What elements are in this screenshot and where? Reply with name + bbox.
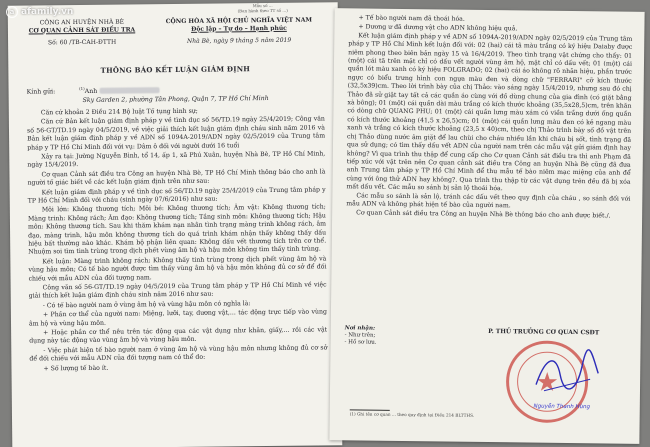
site-watermark	[6, 6, 73, 18]
recipient-item: - Hồ sơ lưu.	[344, 339, 377, 346]
paragraph: + Hoặc phần cơ thể nêu trên tác động qua các vật dụng như khăn, giấy,... rồi các vật dụng này tác động vào vùng âm hộ và vùng hậu môn.	[29, 326, 328, 345]
paragraph: Cơ quan Cảnh sát điều tra Công an huyện Nhà Bè, TP Hồ Chí Minh thông báo cho anh là người tố giác biết về các kết luận giám định trên như sau:	[27, 168, 326, 187]
paragraph: + Tế bào người nam đã thoái hóa.	[358, 14, 465, 23]
document-date: Nhà Bè, ngày 9 tháng 5 năm 2019	[186, 36, 292, 45]
national-heading	[150, 16, 328, 45]
signer-name: Nguyễn Thanh Hùng	[533, 403, 591, 411]
document-page-1	[8, 2, 343, 447]
footnote	[350, 406, 500, 418]
redacted-name	[99, 87, 159, 94]
paragraph: Kết luận giám định pháp y về ADN số 1094A-2019/ADN ngày 02/5/2019 của Trung tâm pháp y TP Hồ Chí Minh kết luận đối với: 02 (hai) cái tã màu trắng có ký hiệu Daiaby được niêm phong theo biên bản ngày 15 và 16/4/2019. Theo tình trạng vật chứng cho thấy: 01 (một) cái tã trên mặt chỉ có dấu vết người vùng âm hộ, mặt chỉ có dấu vết; 01 (một) cái quần lót màu xanh có ký hiệu FOLGRADO; 02 (hai) cái áo không rõ nhãn hiệu, phần trước ngực có biểu trưng hình con ngựa màu đen và dòng chữ "FERRARI" cỡ kích thước (32,5x39)cm. Theo lời trình bày của chị Thảo: vào sáng ngày 15/4/2019, nhưng sau đó chị Thảo đã sử giặt tay tất cả các quần áo cùng với đồ dùng chung của gia đình (có giặt bằng xà bông); 01 (một) cái quần dài màu trắng có kích thước khoảng (35,5x28,5)cm, trên khăn có dòng chữ QUANG PHU; 01 (một) cái quần lưng màu xám có viền trắng dưới ống quần có kích thước khoảng (41,5 x 26,5)cm; 01 (một) cái quần lưng màu đen có kẻ ngang màu xanh và trắng có kích thước khoảng (23,5 x 40)cm, theo chị Thảo trình bày số đồ vật trên chị Thảo dùng nước âm giặt để lau chùi cho cháu nhiều lần khi cháu bị sốt, tình trạng đã qua sử dụng; có tìm thấy dấu vết ADN của người nam trên các mẫu vật gửi giám định hay không? Vì qua trình thu thập để cung cấp cho Cơ quan Cảnh sát điều tra thì anh Phạm đã tiếp xúc với vật trên nên Cơ quan cảnh sát điều tra Công an huyện Nhà Bè cũng đã đưa anh Trung tâm pháp y TP Hồ Chí Minh để thu mẫu tế bào niêm mạc miệng của anh để cùng với ông thử ADN hay không?. Qua trình thu thập từ các vật dụng trên đều đã bị xóa mất dấu vết. Các mẫu so sánh bị sản lộ thoái hóa.	[346, 32, 633, 193]
document-number: Số: 60 /TB-CAH-ĐTTH	[47, 38, 117, 47]
paragraph: Căn cứ khoản 2 Điều 214 Bộ luật Tố tụng hình sự;	[40, 107, 198, 117]
paragraph: Cơ quan Cảnh sát điều tra Công an huyện Nhà Bè thông báo cho anh được biết./.	[356, 209, 611, 220]
paragraph: Căn cứ Bản kết luận giám định pháp y về tình dục số 56/TD.19 ngày 25/4/2019; Công văn số 56-GT/TD.19 ngày 04/5/2019, về việc giải thích kết luận giám định cháu sinh năm 2016 và Bản kết luận giám định pháp y về ADN số 1094A-2019/ADN ngày 02/5/2019 của Trung tâm pháp y TP Hồ Chí Minh đối với vụ: Dâm ô đối với người dưới 16 tuổi	[26, 115, 326, 152]
paragraph: Công văn số 56-GT/TD.19 ngày 04/5/2019 của Trung tâm pháp y TP Hồ Chí Minh về việc giải thích kết luận giám định cháu sinh năm 2016 như sau:	[28, 281, 327, 300]
recipient-line: Kính gửi: $^{(1)}$Anh	[27, 82, 325, 97]
recipient-address: Sky Garden 2, phường Tân Phong, Quận 7, TP Hồ Chí Minh	[82, 95, 269, 105]
paragraph: Kết luận: Màng trinh không rách; Không thấy tinh trùng trong dịch phết vùng âm hộ và vùng hậu môn; Có tế bào người được tìm thấy vùng âm hộ và hậu môn không đủ cơ sở để đối chiếu với mẫu ADN của đối tượng nam.	[28, 255, 327, 283]
paragraph: + Dương ư đã dương vật cho ADN không hiệu quả.	[358, 23, 518, 33]
recipients-block	[345, 325, 465, 347]
paragraph: + Số lượng tế bào ít.	[43, 364, 109, 373]
paragraph: - Có tế bào người nam ở vùng âm hộ và vùng hậu môn có nghĩa là:	[42, 300, 251, 310]
footnote-rule	[350, 409, 390, 410]
signature-icon	[526, 344, 607, 405]
agency-parent: CÔNG AN HUYỆN NHÀ BÈ	[39, 18, 125, 27]
signer-title: P. THỦ TRƯỞNG CƠ QUAN CSĐT	[488, 328, 600, 337]
form-number-text: Mẫu số ...	[252, 2, 273, 9]
form-number-sub: (Ban hành theo TT số ...)	[237, 7, 288, 14]
a-logo-icon: a	[6, 6, 18, 18]
recipients-label: Nơi nhận:	[344, 325, 376, 332]
document-title: THÔNG BÁO KẾT LUẬN GIÁM ĐỊNH	[100, 64, 251, 75]
recipient-label: Kính gửi:	[26, 88, 56, 96]
document-page-2	[329, 8, 644, 444]
paragraph: Xảy ra tại: Jường Nguyễn Bình, tổ 14, ấp 1, xã Phú Xuân, huyện Nhà Bè, TP Hồ Chí Minh, ngày 15/4/2019.	[27, 150, 326, 169]
recipient-item: - Như trên;	[344, 332, 376, 339]
paragraph: + Phần cơ thể của người nam: Miệng, lưỡi, tay, dương vật,... tác động trực tiếp vào vùng âm hộ và vùng hậu môn.	[28, 308, 327, 328]
footnote-text: (1) Ghi tên cơ quan ... theo quy định tại Điều 214 BLTTHS.	[349, 411, 475, 419]
recipient-name: Anh	[84, 87, 98, 95]
agency-unit: CƠ QUAN CẢNH SÁT ĐIỀU TRA	[28, 25, 136, 35]
paragraph: Môi lớn: Không thương tích; Môi bé: Không thương tích; Âm vật: Không thương tích; Màng trinh: Không rách; Âm đạo: Không thương tích; Tầng sinh môn: Không thương tích; Hậu môn: Không thương tích. Sau khi thăm khám nạn nhân tình trạng màng trinh không rách, âm đạo, màng trinh, hậu môn không thương tích do quá trình khám nhận thấy không thấy dấu hiệu bất thường nào khác. Khám bộ phận liên quan: Không dấu vết thương tích trên cơ thể. Nhuộm soi tìm tinh trùng trong dịch phết vùng âm hộ và hậu môn không tìm thấy tinh trùng.	[27, 203, 327, 256]
paragraph: Kết luận giám định pháp y về tình dục số 56/TD.19 ngày 25/4/2019 của Trung tâm pháp y TP Hồ Chí Minh đối với cháu (sinh ngày 07/6/2016) như sau:	[27, 185, 326, 205]
document-body	[27, 82, 328, 374]
seal-star-icon: ★	[535, 367, 559, 398]
watermark-text: afamily.vn	[21, 7, 74, 17]
paragraph: Các mẫu so sánh là sản lộ, tránh các dấu vết theo quy định của cháu , so sánh đối với mẫu ADN và không phát hiện tế bào của người nam.	[346, 192, 631, 210]
national-motto: Độc lập – Tự do – Hạnh phúc	[191, 24, 287, 33]
nation-name: CỘNG HÒA XÃ HỘI CHỦ NGHĨA VIỆT NAM	[165, 16, 313, 26]
document-body-continued	[346, 14, 632, 222]
paragraph: - Việc phát hiện tế bào người nam ở vùng âm hộ và vùng hậu môn nhưng không đủ cơ sở để đối chiếu với mẫu ADN của đối tượng nam có thể do:	[29, 344, 328, 363]
issuing-agency	[22, 18, 142, 47]
